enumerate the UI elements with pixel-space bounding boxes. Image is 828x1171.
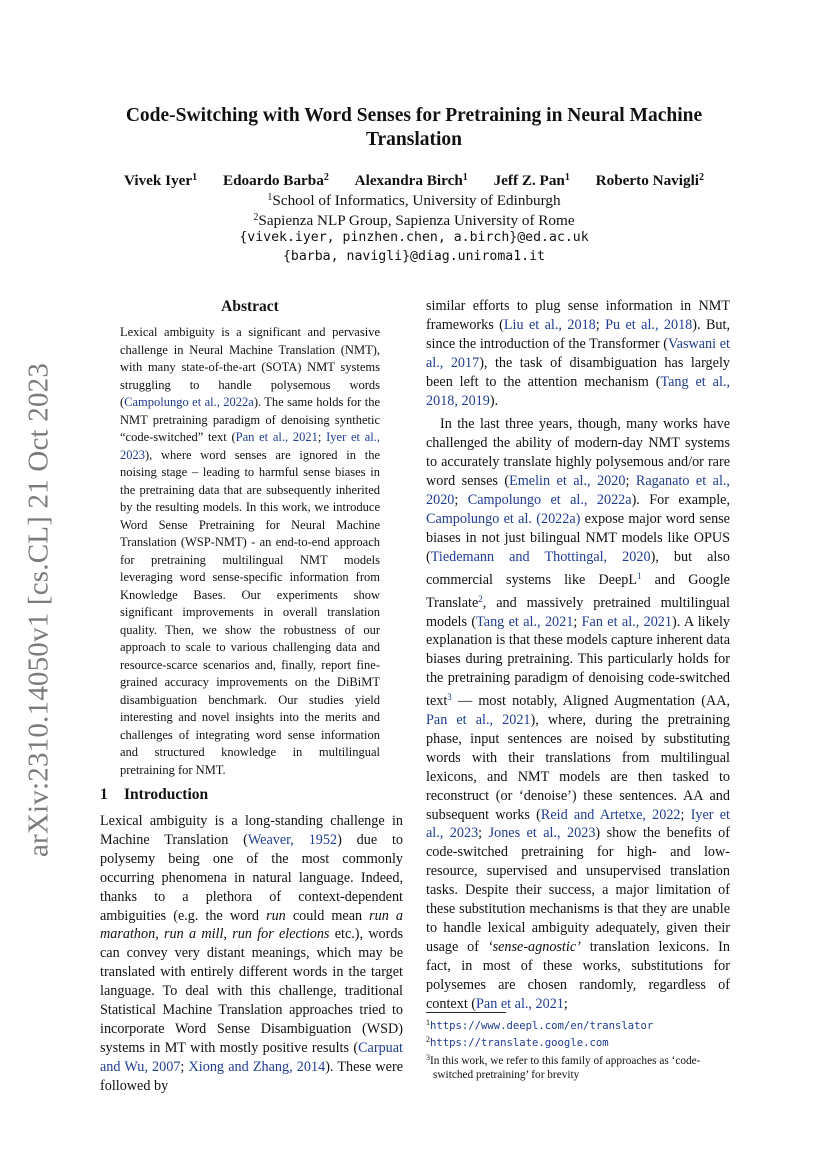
- affiliation-mark: 2: [323, 172, 329, 183]
- text-run: ;: [563, 995, 568, 1012]
- text-run: translation lexicons. In fact, in most of these works, substitutions for polysemes are chosen randomly, regardless of context (: [426, 938, 730, 1012]
- text-run: ). The same holds for the NMT pretraining paradigm of denoising synthetic “code-switched” text (: [120, 395, 380, 444]
- citation-link[interactable]: Pan et al., 2021: [476, 995, 564, 1012]
- text-run: ;: [317, 430, 327, 444]
- citation-link[interactable]: Pan et al., 2021: [235, 430, 318, 444]
- text-run: ;: [180, 1058, 189, 1075]
- arxiv-id: arXiv:2310.14050v1 [cs.CL] 21 Oct 2023: [22, 362, 55, 858]
- text-run: — most notably, Aligned Augmentation (AA,: [451, 693, 730, 710]
- text-run: Lexical ambiguity is a significant and pervasive challenge in Neural Machine Translation (NMT), with many state-of-the-art (SOTA) NMT systems struggling to handle polysemous words (: [120, 325, 380, 409]
- intro-paragraph: [426, 297, 730, 410]
- text-run: ,: [155, 926, 164, 943]
- affiliation-mark: 1: [564, 172, 570, 183]
- affiliation-mark: 1: [267, 192, 273, 203]
- text-run: ;: [478, 825, 489, 842]
- footnote-text: In this work, we refer to this family of approaches as ‘code-switched pretraining’ for brevity: [430, 1054, 701, 1081]
- text-run: Lexical ambiguity is a long-standing challenge in Machine Translation (: [100, 813, 403, 848]
- email-sapienza: {barba, navigli}@diag.uniroma1.it: [282, 249, 545, 264]
- author-name: Jeff Z. Pan: [493, 172, 565, 189]
- text-run: ,: [223, 926, 233, 943]
- abstract-heading: Abstract: [221, 298, 279, 315]
- affiliation-mark: 1: [462, 172, 468, 183]
- text-run: ;: [680, 806, 691, 823]
- author-name: Edoardo Barba: [222, 172, 324, 189]
- intro-paragraph: [426, 415, 730, 1013]
- paper-title: Code-Switching with Word Senses for Pretraining in Neural Machine Translation: [125, 105, 703, 150]
- text-run: ), but also commercial systems like DeepL: [426, 548, 730, 588]
- citation-link[interactable]: Jones et al., 2023: [488, 825, 596, 842]
- footnote-3: [426, 1051, 730, 1083]
- emphasis-text: run: [266, 907, 286, 924]
- citation-link[interactable]: Tang et al., 2018, 2019: [426, 373, 730, 409]
- citation-link[interactable]: Iyer et al., 2023: [120, 430, 380, 462]
- text-run: ) due to polysemy being one of the most commonly occurring phenomena in natural language. Indeed, thanks to a plethora of context-dependent ambiguities (e.g. the word: [100, 831, 404, 924]
- emphasis-text: run for elections: [232, 926, 330, 943]
- intro-left-column: [100, 812, 403, 1096]
- section-number: 1: [100, 786, 108, 803]
- citation-link[interactable]: Xiong and Zhang, 2014: [188, 1058, 326, 1075]
- citation-link[interactable]: Vaswani et al., 2017: [426, 335, 730, 371]
- footnote-link-google[interactable]: https://translate.google.com: [430, 1037, 609, 1050]
- citation-link[interactable]: Pu et al., 2018: [605, 316, 693, 333]
- text-run: ), where word senses are ignored in the noising stage – leading to harmful sense biases in the pretraining data that are subsequently inherited by the resulting models. In this work, we introduce Word Sense Pretraining for Neural Machine Translation (WSP-NMT) - an end-to-end approach for pretraining multilingual NMT models leveraging word sense-specific information from Knowledge Bases. Our experiments show significant improvements in overall translation quality. Then, we show the robustness of our approach to scale to various challenging data and resource-scarce scenarios and, finally, report fine-grained accuracy improvements on the DiBiMT disambiguation benchmark. Our studies yield interesting and novel insights into the merits and challenges of integrating word sense information and structured knowledge in multilingual pretraining for NMT.: [120, 447, 380, 777]
- text-run: ). These were followed by: [100, 1058, 403, 1094]
- text-run: ;: [454, 492, 468, 509]
- text-run: ;: [573, 613, 582, 630]
- citation-link[interactable]: Fan et al., 2021: [581, 613, 672, 630]
- emphasis-text: run a marathon: [100, 907, 403, 943]
- footnote-1: [426, 1016, 730, 1033]
- text-run: similar efforts to plug sense information in NMT frameworks (: [426, 298, 730, 333]
- citation-link[interactable]: Campolungo et al., 2022a: [467, 492, 632, 509]
- footnote-ref-link[interactable]: 1: [637, 570, 642, 581]
- affiliation-text: School of Informatics, University of Edinburgh: [272, 192, 561, 209]
- text-run: ). For example,: [631, 492, 730, 509]
- text-run: ). A likely explanation is that these models capture inherent data biases during pretraining. This particularly holds for the pretraining paradigm of denoising code-switched text: [426, 613, 731, 710]
- footnote-mark: 2: [426, 1035, 430, 1045]
- intro-right-column: [426, 297, 730, 1014]
- citation-link[interactable]: Pan et al., 2021: [426, 712, 531, 729]
- affiliation-mark: 1: [192, 172, 198, 183]
- footnote-link-deepl[interactable]: https://www.deepl.com/en/translator: [430, 1020, 654, 1032]
- author-name: Vivek Iyer: [123, 172, 193, 189]
- text-run: could mean: [285, 907, 370, 924]
- section-heading-introduction: [100, 785, 400, 805]
- footnote-ref-link[interactable]: 3: [447, 692, 452, 703]
- citation-link[interactable]: Tiedemann and Thottingal, 2020: [430, 548, 651, 565]
- affiliation-mark: 2: [253, 212, 259, 223]
- citation-link[interactable]: Reid and Artetxe, 2022: [540, 806, 681, 823]
- text-run: In the last three years, though, many works have challenged the ability of modern-day NMT systems to accurately translate highly polysemous and/or rare word senses (: [426, 416, 730, 490]
- text-run: ;: [595, 316, 606, 333]
- citation-link[interactable]: Weaver, 1952: [247, 831, 338, 848]
- citation-link[interactable]: Tang et al., 2021: [476, 613, 574, 630]
- text-run: etc.), words can convey very distant meanings, which may be translated with entirely different words in the target language. To deal with this challenge, traditional Statistical Machine Translation approaches tried to incorporate Word Sense Disambiguation (WSD) systems in MT with mostly positive results (: [100, 926, 403, 1056]
- footnote-divider: [426, 1012, 506, 1013]
- citation-link[interactable]: Iyer et al., 2023: [426, 806, 730, 842]
- arxiv-stamp: [14, 362, 64, 858]
- emphasis-text: ‘sense-agnostic’: [487, 938, 581, 955]
- affiliation-text: Sapienza NLP Group, Sapienza University of Rome: [258, 212, 575, 229]
- citation-link[interactable]: Campolungo et al., 2022a: [124, 395, 254, 409]
- text-run: ), the task of disambiguation has largely been left to the attention mechanism (: [426, 354, 730, 390]
- footnotes: [426, 1016, 730, 1082]
- text-run: ) show the benefits of code-switched pretraining for high- and low-resource, supervised and unsupervised translation tasks. Despite their success, a major limitation of these substitution mechanisms is that they are unable to handle lexical ambiguity adequately, given their usage of: [426, 825, 730, 955]
- emphasis-text: run a mill: [164, 926, 224, 943]
- text-run: expose major word sense biases in not just bilingual NMT models like OPUS (: [426, 510, 730, 565]
- author-name: Alexandra Birch: [354, 172, 463, 189]
- email-edinburgh: {vivek.iyer, pinzhen.chen, a.birch}@ed.ac.uk: [239, 230, 589, 245]
- citation-link[interactable]: Campolungo et al. (2022a): [426, 510, 581, 527]
- intro-paragraph: [100, 812, 403, 1096]
- footnote-ref-link[interactable]: 2: [478, 593, 483, 604]
- citation-link[interactable]: Emelin et al., 2020: [509, 473, 626, 490]
- text-run: ;: [625, 473, 636, 490]
- footnote-2: [426, 1033, 730, 1050]
- text-run: ). But, since the introduction of the Transformer (: [426, 316, 731, 352]
- text-run: ).: [489, 392, 499, 409]
- abstract-body: [120, 324, 380, 779]
- citation-link[interactable]: Carpuat and Wu, 2007: [100, 1039, 403, 1075]
- text-run: ), where, during the pretraining phase, input sentences are noised by substituting words with their translations from multilingual lexicons, and NMT models are then tasked to reconstruct (or ‘denoise’) these sentences. AA and subsequent works (: [426, 712, 730, 823]
- footnote-mark: 1: [426, 1018, 430, 1027]
- author-name: Roberto Navigli: [595, 172, 700, 189]
- affiliation-mark: 2: [699, 172, 705, 183]
- text-run: , and massively pretrained multilingual models (: [426, 594, 730, 630]
- footnote-mark: 3: [426, 1052, 430, 1062]
- section-title: Introduction: [124, 786, 209, 803]
- citation-link[interactable]: Raganato et al., 2020: [426, 473, 730, 509]
- citation-link[interactable]: Liu et al., 2018: [503, 316, 596, 333]
- text-run: and Google Translate: [426, 571, 730, 611]
